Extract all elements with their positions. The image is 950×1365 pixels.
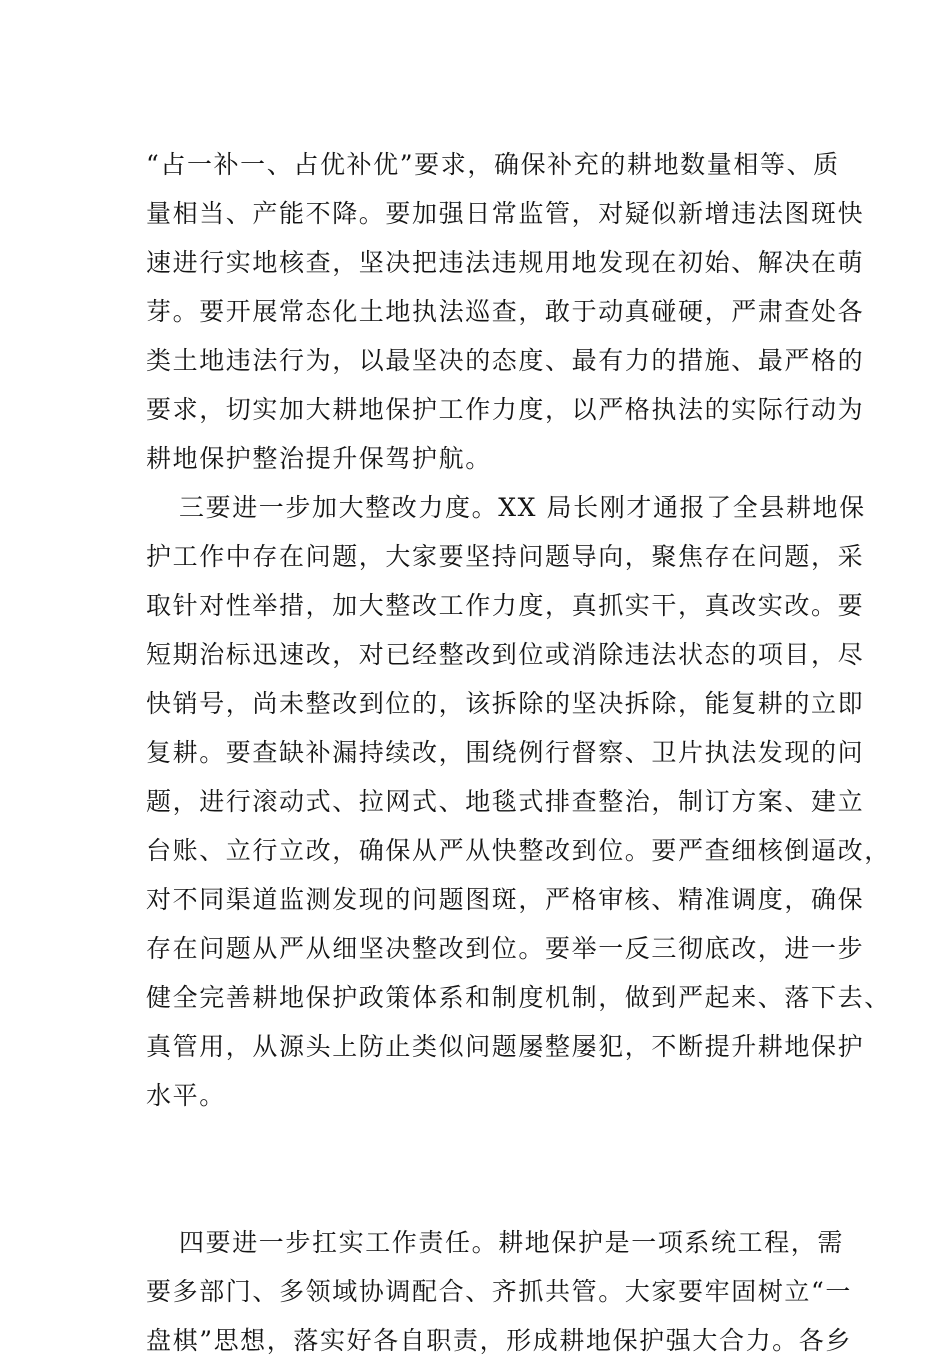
paragraph-line: 水平。 (146, 1081, 226, 1110)
paragraph-3 (146, 1218, 852, 1365)
paragraph-line: 芽。要开展常态化土地执法巡查，敢于动真碰硬，严肃查处各 (146, 297, 865, 326)
paragraph-line: 题，进行滚动式、拉网式、地毯式排查整治，制订方案、建立 (146, 787, 865, 816)
paragraph-line: 真管用，从源头上防止类似问题屡整屡犯，不断提升耕地保护 (146, 1032, 865, 1061)
paragraph-line: 量相当、产能不降。要加强日常监管，对疑似新增违法图斑快 (146, 199, 865, 228)
paragraph-line: 复耕。要查缺补漏持续改，围绕例行督察、卫片执法发现的问 (146, 738, 865, 767)
paragraph-1 (146, 140, 865, 483)
paragraph-line (146, 1169, 836, 1218)
paragraph-first-line: 四要进一步扛实工作责任。耕地保护是一项系统工程，需 (179, 1228, 845, 1257)
paragraph-line: 台账、立行立改，确保从严从快整改到位。要严查细核倒逼改， (146, 836, 891, 865)
paragraph-line: 速进行实地核查，坚决把违法违规用地发现在初始、解决在萌 (146, 248, 865, 277)
paragraph-line: 耕地保护整治提升保驾护航。 (146, 444, 492, 473)
paragraph-line: 要求，切实加大耕地保护工作力度，以严格执法的实际行动为 (146, 395, 865, 424)
paragraph-first-line: 三要进一步加大整改力度。XX 局长刚才通报了全县耕地保 (179, 493, 866, 522)
paragraph-line: 存在问题从严从细坚决整改到位。要举一反三彻底改，进一步 (146, 934, 865, 963)
paragraph-line: 快销号，尚未整改到位的，该拆除的坚决拆除，能复耕的立即 (146, 689, 865, 718)
paragraph-line: 类土地违法行为，以最坚决的态度、最有力的措施、最严格的 (146, 346, 865, 375)
paragraph-line: 健全完善耕地保护政策体系和制度机制，做到严起来、落下去、 (146, 983, 891, 1012)
paragraph-line: 取针对性举措，加大整改工作力度，真抓实干，真改实改。要 (146, 591, 865, 620)
paragraph-line: 短期治标迅速改，对已经整改到位或消除违法状态的项目，尽 (146, 640, 865, 669)
paragraph-line (146, 1120, 836, 1169)
paragraph-line: “占一补一、占优补优”要求，确保补充的耕地数量相等、质 (146, 150, 840, 179)
document-body (146, 140, 891, 1365)
paragraph-line: 要多部门、多领域协调配合、齐抓共管。大家要牢固树立“一 (146, 1277, 852, 1306)
paragraph-line: 盘棋”思想，落实好各自职责，形成耕地保护强大合力。各乡 (146, 1326, 852, 1355)
paragraph-line: 护工作中存在问题，大家要坚持问题导向，聚焦存在问题，采 (146, 542, 865, 571)
paragraph-2 (146, 483, 891, 1218)
paragraph-line: 对不同渠道监测发现的问题图斑，严格审核、精准调度，确保 (146, 885, 865, 914)
